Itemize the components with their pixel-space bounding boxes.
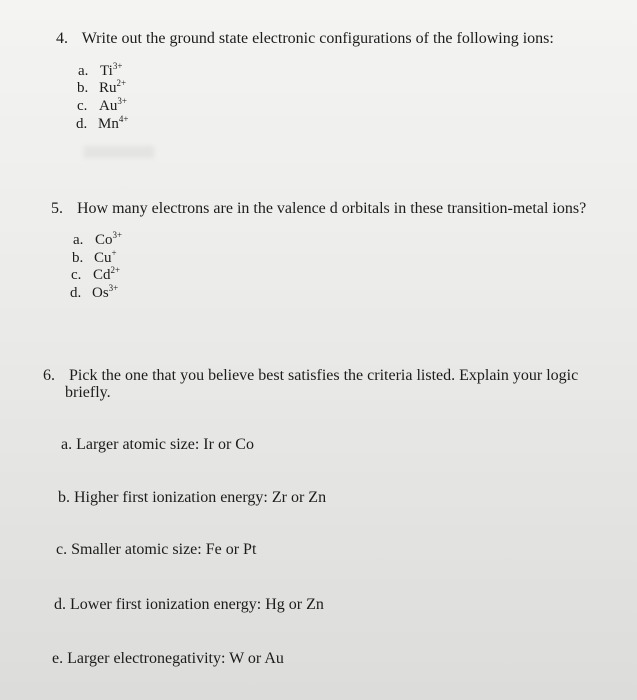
q5-item-b: b. Cu+ bbox=[72, 248, 117, 266]
ion-symbol: Co bbox=[95, 232, 113, 248]
ion-symbol: Os bbox=[92, 285, 109, 301]
q4-item-a: a. $Ti^{3+}$ bbox=[78, 61, 123, 79]
question-5-text: How many electrons are in the valence d orbitals in these transition-metal ions? bbox=[77, 200, 587, 217]
question-6-text-line1: Pick the one that you believe best satisfies the criteria listed. Explain your logic bbox=[69, 367, 579, 384]
question-6 bbox=[43, 366, 578, 386]
question-6-line2 bbox=[65, 383, 111, 403]
ion-symbol: Cd bbox=[93, 267, 111, 283]
question-5-number: 5. bbox=[51, 200, 63, 217]
ion-charge: 3+ bbox=[117, 96, 127, 106]
ion-charge: 4+ bbox=[118, 114, 129, 124]
q5-item-a: a. $Co^{3+}$ bbox=[73, 230, 123, 248]
ion-charge: 2+ bbox=[110, 265, 121, 275]
ion-symbol: Ru bbox=[99, 80, 117, 96]
q6-part-c: c. Smaller atomic size: Fe or Pt bbox=[56, 541, 257, 558]
faint-bleed-through bbox=[84, 146, 154, 158]
question-6-number: 6. bbox=[43, 367, 55, 384]
ion-charge: 3+ bbox=[112, 61, 123, 71]
ion-symbol: Ti bbox=[100, 63, 113, 79]
ion-symbol: Cu bbox=[94, 250, 112, 266]
q4-item-c: c. $Au^{3+}$ bbox=[77, 96, 127, 114]
q6-part-a: a. Larger atomic size: Ir or Co bbox=[61, 436, 254, 453]
q6-part-e: e. Larger electronegativity: W or Au bbox=[52, 650, 284, 667]
q6-part-d: d. Lower first ionization energy: Hg or Zn bbox=[54, 596, 324, 613]
ion-charge: + bbox=[111, 248, 117, 258]
question-4-text: Write out the ground state electronic configurations of the following ions: bbox=[81, 30, 554, 47]
question-4 bbox=[56, 29, 554, 49]
ion-symbol: Mn bbox=[98, 116, 119, 132]
question-4-number: 4. bbox=[56, 30, 68, 47]
q5-item-c: c. $Cd^{2+}$ bbox=[71, 265, 121, 283]
question-5 bbox=[51, 199, 586, 219]
ion-charge: 3+ bbox=[108, 283, 119, 293]
ion-charge: 3+ bbox=[112, 230, 123, 240]
ion-charge: 2+ bbox=[116, 78, 127, 88]
q4-item-b: b. $Ru^{2+}$ bbox=[77, 78, 127, 96]
q4-item-d: d. $Mn^{4+}$ bbox=[76, 114, 129, 132]
question-6-text-line2: briefly. bbox=[65, 384, 111, 401]
q5-item-d: d. $Os^{3+}$ bbox=[70, 283, 119, 301]
ion-symbol: Au bbox=[99, 98, 118, 114]
q6-part-b: b. Higher first ionization energy: Zr or Zn bbox=[58, 489, 327, 506]
